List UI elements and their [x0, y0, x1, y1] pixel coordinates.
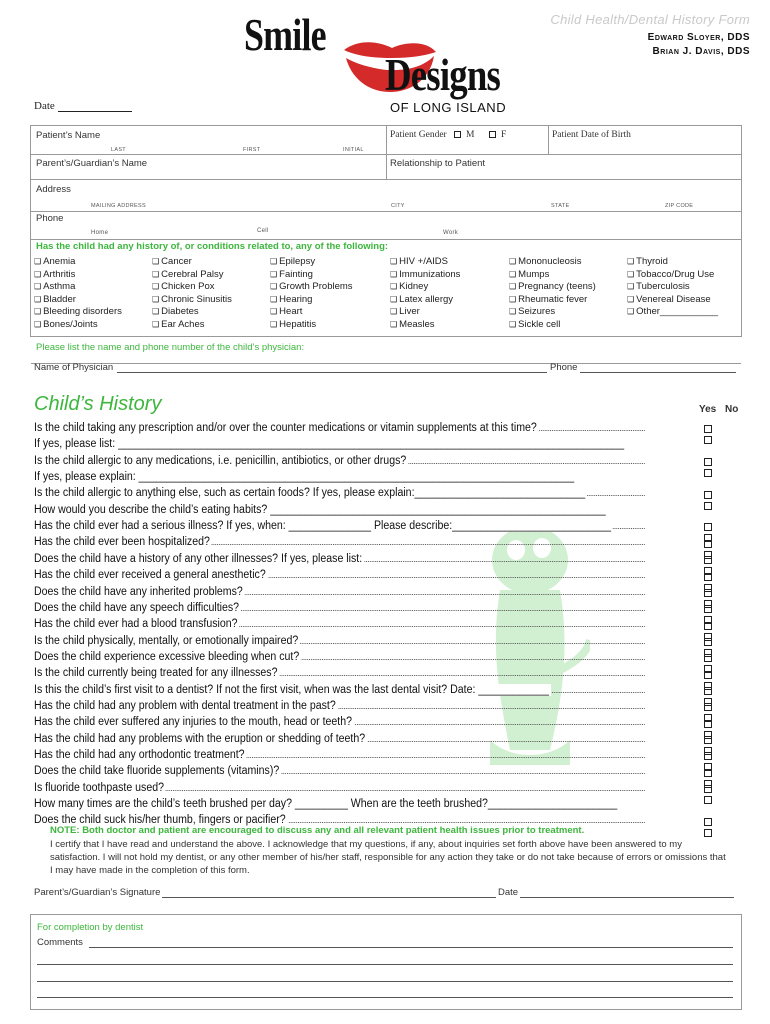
condition-item[interactable]: [509, 294, 596, 307]
condition-label: Chronic Sinusitis: [161, 293, 232, 305]
condition-item[interactable]: [627, 269, 718, 282]
history-question: [34, 618, 645, 630]
condition-item[interactable]: [152, 294, 232, 307]
history-question-text: Is the child allergic to any medications, i.e. penicillin, antibiotics, or other drugs?: [34, 454, 407, 467]
note-text: NOTE: Both doctor and patient are encouraged to discuss any and all relevant patient health issues prior to treatment.: [50, 825, 585, 836]
history-question-text: If yes, please list: ______________________________________________________________________________________: [34, 438, 625, 451]
yes-checkbox[interactable]: [704, 491, 712, 499]
history-question: [34, 569, 645, 581]
conditions-column: [34, 256, 122, 332]
condition-checkbox-icon[interactable]: ❑: [390, 269, 398, 279]
condition-label: Measles: [399, 318, 435, 330]
history-question: [34, 700, 645, 712]
condition-label: HIV +/AIDS: [399, 256, 449, 267]
condition-checkbox-icon[interactable]: ❑: [270, 257, 278, 266]
yes-no-checkboxes: [704, 784, 744, 806]
condition-checkbox-icon[interactable]: ❑: [509, 319, 517, 329]
guardian-name-label: Parent’s/Guardian’s Name: [36, 158, 148, 169]
history-question-text: Has the child ever had a serious illness? If yes, when: ______________ Please describe:___________________________: [34, 520, 612, 533]
condition-label: Growth Problems: [279, 281, 353, 293]
logo-subtitle: OF LONG ISLAND: [390, 100, 507, 115]
history-question-text: Has the child ever had a blood transfusion?: [34, 618, 238, 631]
child-history-title: Child’s History: [34, 393, 162, 415]
history-question-text: Does the child have a history of any other illnesses? If yes, please list:: [34, 552, 363, 565]
date-label: Date: [34, 100, 55, 112]
history-question-text: Is fluoride toothpaste used?: [34, 781, 164, 794]
comments-field-line[interactable]: [37, 997, 733, 998]
name-part-label: INITIAL: [343, 147, 364, 153]
history-question: [34, 438, 645, 450]
condition-label: Latex allergy: [399, 293, 454, 305]
condition-item[interactable]: [390, 319, 460, 332]
condition-item[interactable]: [270, 281, 353, 294]
condition-checkbox-icon[interactable]: ❑: [627, 269, 635, 279]
condition-checkbox-icon[interactable]: ❑: [509, 269, 517, 279]
name-part-label: FIRST: [243, 147, 261, 153]
logo-designs-text: Designs: [385, 49, 501, 100]
condition-label: Cerebral Palsy: [161, 268, 224, 280]
condition-label: Venereal Disease: [636, 293, 711, 305]
gender-f-checkbox[interactable]: [489, 131, 496, 138]
logo-smile-text: Smile: [244, 9, 326, 60]
history-question: [34, 782, 645, 794]
condition-item[interactable]: [390, 269, 460, 282]
phone-label: Phone: [36, 213, 64, 224]
yes-checkbox[interactable]: [704, 556, 712, 564]
gender-f-label: F: [501, 130, 507, 140]
history-question: [34, 684, 645, 696]
condition-checkbox-icon[interactable]: ❑: [34, 307, 42, 317]
condition-checkbox-icon[interactable]: ❑: [152, 307, 160, 317]
condition-item[interactable]: [509, 269, 596, 282]
yes-checkbox[interactable]: [704, 622, 712, 630]
condition-label: Bones/Joints: [43, 318, 98, 330]
yes-checkbox[interactable]: [704, 458, 712, 466]
condition-checkbox-icon[interactable]: ❑: [270, 307, 278, 317]
form-title: Child Health/Dental History Form: [550, 12, 750, 27]
conditions-column: [152, 256, 232, 332]
history-question: [34, 651, 645, 663]
history-question: [34, 733, 645, 745]
physician-heading: Please list the name and phone number of the child’s physician:: [36, 342, 305, 353]
condition-item[interactable]: [270, 294, 353, 307]
gender-label: Patient Gender: [390, 130, 447, 140]
condition-item[interactable]: [509, 319, 596, 332]
history-question: [34, 422, 645, 434]
phone-part-label: Cell: [257, 228, 269, 234]
name-part-label: LAST: [111, 147, 126, 153]
conditions-heading: Has the child had any history of, or conditions related to, any of the following:: [36, 241, 389, 252]
history-question-text: Has the child ever suffered any injuries to the mouth, head or teeth?: [34, 716, 352, 729]
condition-item[interactable]: [270, 256, 353, 269]
address-part-label: ZIP CODE: [665, 203, 694, 209]
condition-checkbox-icon[interactable]: ❑: [509, 257, 517, 266]
doctor-name: Edward Sloyer, DDS: [647, 32, 750, 43]
yes-no-checkboxes: [704, 489, 744, 511]
condition-item[interactable]: [390, 294, 460, 307]
condition-label: Hepatitis: [279, 318, 317, 330]
condition-checkbox-icon[interactable]: ❑: [627, 257, 635, 266]
yes-checkbox[interactable]: [704, 573, 712, 581]
condition-item[interactable]: [390, 281, 460, 294]
condition-item[interactable]: [34, 306, 122, 319]
history-question: [34, 504, 645, 516]
patient-name-label: Patient’s Name: [36, 130, 101, 141]
dentist-heading: For completion by dentist: [37, 922, 144, 933]
condition-label: Other___________: [636, 306, 719, 318]
signature-date-field[interactable]: [520, 897, 734, 898]
condition-item[interactable]: [152, 256, 232, 269]
condition-item[interactable]: [390, 306, 460, 319]
condition-checkbox-icon[interactable]: ❑: [390, 294, 398, 304]
yes-checkbox[interactable]: [704, 540, 712, 548]
condition-label: Thyroid: [636, 256, 668, 267]
yes-no-checkboxes: [704, 424, 744, 446]
yes-checkbox[interactable]: [704, 589, 712, 597]
condition-checkbox-icon[interactable]: ❑: [627, 307, 635, 317]
history-question: [34, 586, 645, 598]
yes-checkbox[interactable]: [704, 752, 712, 760]
history-question-text: Has the child had any problem with dental treatment in the past?: [34, 699, 336, 712]
condition-label: Chicken Pox: [161, 281, 215, 293]
conditions-column: [509, 256, 596, 332]
comments-field-line[interactable]: [37, 981, 733, 982]
condition-item[interactable]: [270, 319, 353, 332]
condition-checkbox-icon[interactable]: ❑: [270, 269, 278, 279]
history-question-text: Is the child allergic to anything else, such as certain foods? If yes, please explain:_____________________________: [34, 487, 586, 500]
relationship-label: Relationship to Patient: [390, 158, 486, 169]
condition-label: Hearing: [279, 293, 313, 305]
history-question-text: Is the child physically, mentally, or emotionally impaired?: [34, 634, 299, 647]
signature-date-label: Date: [498, 887, 519, 898]
condition-checkbox-icon[interactable]: ❑: [152, 269, 160, 279]
yes-checkbox[interactable]: [704, 720, 712, 728]
condition-checkbox-icon[interactable]: ❑: [509, 294, 517, 304]
history-question-text: Is the child currently being treated for any illnesses?: [34, 667, 278, 680]
condition-label: Epilepsy: [279, 256, 316, 267]
history-question: [34, 667, 645, 679]
condition-label: Kidney: [399, 281, 429, 293]
yes-checkbox[interactable]: [704, 654, 712, 662]
condition-label: Bladder: [43, 293, 76, 305]
history-question-text: Does the child take fluoride supplements (vitamins)?: [34, 765, 280, 778]
physician-phone-field[interactable]: [580, 372, 736, 373]
history-question-text: Has the child ever been hospitalized?: [34, 536, 210, 549]
no-checkbox[interactable]: [704, 469, 712, 477]
history-question-text: Is the child taking any prescription and/or over the counter medications or vitamin supplements at this time?: [34, 422, 537, 434]
condition-label: Arthritis: [43, 268, 76, 280]
yes-no-checkboxes: [704, 457, 744, 479]
no-header: No: [725, 404, 739, 415]
signature-label: Parent’s/Guardian’s Signature: [34, 887, 161, 898]
condition-label: Liver: [399, 306, 420, 318]
condition-label: Bleeding disorders: [43, 306, 122, 318]
yes-checkbox[interactable]: [704, 703, 712, 711]
phone-part-label: Work: [443, 230, 459, 236]
comments-field-line[interactable]: [37, 964, 733, 965]
condition-item[interactable]: [152, 281, 232, 294]
condition-label: Pregnancy (teens): [518, 281, 596, 293]
history-question: [34, 749, 645, 761]
yes-no-checkboxes: [704, 816, 744, 838]
condition-item[interactable]: [627, 256, 718, 269]
condition-checkbox-icon[interactable]: ❑: [627, 282, 635, 292]
history-question: [34, 536, 645, 548]
no-checkbox[interactable]: [704, 829, 712, 837]
phone-part-label: Home: [91, 230, 109, 236]
condition-checkbox-icon[interactable]: ❑: [34, 269, 42, 279]
condition-checkbox-icon[interactable]: ❑: [270, 282, 278, 292]
signature-field[interactable]: [162, 897, 496, 898]
condition-item[interactable]: [627, 306, 718, 319]
condition-checkbox-icon[interactable]: ❑: [34, 257, 42, 266]
history-question: [34, 487, 645, 499]
yes-checkbox[interactable]: [704, 638, 712, 646]
condition-label: Ear Aches: [161, 318, 205, 330]
history-question-text: How many times are the child’s teeth brushed per day? _________ When are the teeth brushed?______________________: [34, 798, 618, 811]
history-question-text: Has the child had any problems with the eruption or shedding of teeth?: [34, 732, 366, 745]
condition-item[interactable]: [34, 256, 122, 269]
yes-checkbox[interactable]: [704, 523, 712, 531]
history-question: [34, 765, 645, 777]
comments-label: Comments: [37, 937, 83, 948]
history-question-text: Does the child suck his/her thumb, fingers or pacifier?: [34, 814, 286, 827]
history-question-text: Does the child have any speech difficulties?: [34, 601, 240, 614]
condition-label: Seizures: [518, 306, 556, 318]
physician-name-label: Name of Physician: [34, 362, 114, 373]
no-checkbox[interactable]: [704, 436, 712, 444]
conditions-column: [390, 256, 460, 332]
yes-checkbox[interactable]: [704, 736, 712, 744]
condition-checkbox-icon[interactable]: ❑: [627, 294, 635, 304]
history-question-text: If yes, please explain: __________________________________________________________________________: [34, 471, 575, 484]
condition-item[interactable]: [152, 306, 232, 319]
condition-checkbox-icon[interactable]: ❑: [152, 294, 160, 304]
yes-checkbox[interactable]: [704, 687, 712, 695]
condition-label: Mononucleosis: [518, 256, 582, 267]
history-question-text: Has the child ever received a general anesthetic?: [34, 569, 266, 582]
physician-name-field[interactable]: [117, 372, 547, 373]
gender-m-checkbox[interactable]: [454, 131, 461, 138]
yes-checkbox[interactable]: [704, 785, 712, 793]
yes-header: Yes: [699, 404, 717, 415]
gender-m-label: M: [466, 130, 475, 140]
condition-checkbox-icon[interactable]: ❑: [34, 319, 42, 329]
condition-checkbox-icon[interactable]: ❑: [270, 319, 278, 329]
condition-item[interactable]: [34, 319, 122, 332]
history-question-text: Is this the child’s first visit to a dentist? If not the first visit, when was the last dental visit? Date: ____________: [34, 683, 549, 696]
condition-item[interactable]: [509, 281, 596, 294]
condition-label: Rheumatic fever: [518, 293, 588, 305]
yes-checkbox[interactable]: [704, 425, 712, 433]
dob-label: Patient Date of Birth: [552, 130, 631, 140]
conditions-column: [270, 256, 353, 332]
doctor-name: Brian J. Davis, DDS: [652, 46, 750, 57]
condition-checkbox-icon[interactable]: ❑: [390, 282, 398, 292]
condition-label: Heart: [279, 306, 303, 318]
address-label: Address: [36, 184, 71, 195]
history-question-text: Has the child had any orthodontic treatment?: [34, 749, 245, 761]
condition-item[interactable]: [152, 319, 232, 332]
condition-label: Asthma: [43, 281, 76, 293]
condition-label: Anemia: [43, 256, 76, 267]
condition-checkbox-icon[interactable]: ❑: [390, 257, 398, 266]
yes-checkbox[interactable]: [704, 818, 712, 826]
condition-item[interactable]: [152, 269, 232, 282]
history-question: [34, 520, 645, 532]
condition-item[interactable]: [34, 269, 122, 282]
condition-checkbox-icon[interactable]: ❑: [152, 319, 160, 329]
no-checkbox[interactable]: [704, 796, 712, 804]
address-part-label: MAILING ADDRESS: [91, 203, 146, 209]
condition-item[interactable]: [627, 281, 718, 294]
conditions-column: [627, 256, 718, 319]
condition-label: Tuberculosis: [636, 281, 690, 293]
condition-label: Cancer: [161, 256, 192, 267]
yes-checkbox[interactable]: [704, 671, 712, 679]
yes-checkbox[interactable]: [704, 605, 712, 613]
condition-item[interactable]: [34, 294, 122, 307]
address-part-label: STATE: [551, 203, 570, 209]
address-part-label: CITY: [391, 203, 405, 209]
physician-phone-label: Phone: [550, 362, 578, 373]
history-question-text: How would you describe the child’s eating habits? _________________________________________________________: [34, 503, 606, 516]
history-question: [34, 602, 645, 614]
condition-checkbox-icon[interactable]: ❑: [34, 294, 42, 304]
condition-checkbox-icon[interactable]: ❑: [390, 307, 398, 317]
history-question: [34, 635, 645, 647]
certification-text: I certify that I have read and understand the above. I acknowledge that my questions, if any, about inquiries set forth above have been answered to my satisfaction. I will not hold my dentist, or any other member of his/her staff, responsible for any action they take or do not take because of errors or omissions that I may have made in the completion of this form.: [50, 839, 726, 876]
condition-label: Diabetes: [161, 306, 199, 318]
comments-field-line[interactable]: [89, 947, 733, 948]
history-question: [34, 471, 645, 483]
condition-label: Mumps: [518, 268, 550, 280]
condition-checkbox-icon[interactable]: ❑: [152, 282, 160, 292]
condition-checkbox-icon[interactable]: ❑: [34, 282, 42, 292]
condition-label: Fainting: [279, 268, 313, 280]
condition-item[interactable]: [509, 306, 596, 319]
condition-item[interactable]: [627, 294, 718, 307]
date-field[interactable]: [58, 111, 132, 112]
history-question: [34, 798, 645, 810]
history-question-text: Does the child have any inherited problems?: [34, 585, 243, 598]
condition-checkbox-icon[interactable]: ❑: [270, 294, 278, 304]
condition-checkbox-icon[interactable]: ❑: [509, 282, 517, 292]
history-question-text: Does the child experience excessive bleeding when cut?: [34, 650, 300, 663]
condition-checkbox-icon[interactable]: ❑: [390, 319, 398, 329]
condition-label: Tobacco/Drug Use: [636, 268, 715, 280]
condition-checkbox-icon[interactable]: ❑: [509, 307, 517, 317]
condition-label: Immunizations: [399, 268, 461, 280]
condition-checkbox-icon[interactable]: ❑: [152, 257, 160, 266]
condition-item[interactable]: [270, 269, 353, 282]
condition-item[interactable]: [390, 256, 460, 269]
history-question: [34, 455, 645, 467]
condition-item[interactable]: [509, 256, 596, 269]
no-checkbox[interactable]: [704, 502, 712, 510]
condition-item[interactable]: [34, 281, 122, 294]
condition-label: Sickle cell: [518, 318, 561, 330]
dentist-completion-box: [30, 914, 742, 1010]
history-question: [34, 553, 645, 565]
yes-checkbox[interactable]: [704, 769, 712, 777]
history-question: [34, 716, 645, 728]
condition-item[interactable]: [270, 306, 353, 319]
